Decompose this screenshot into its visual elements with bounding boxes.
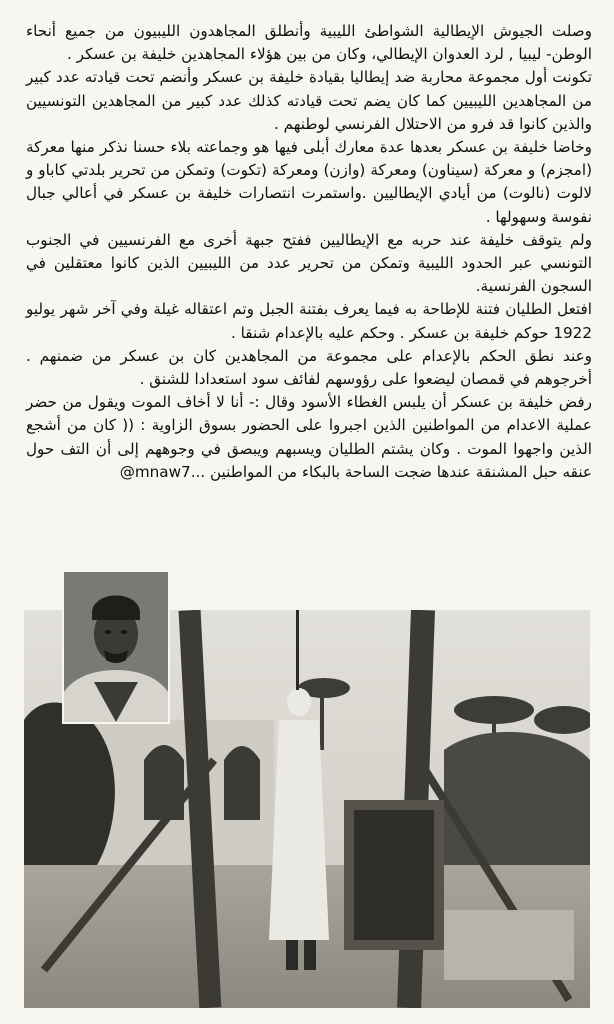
paragraph-7-text: رفض خليفة بن عسكر أن يلبس الغطاء الأسود وقال :- أنا لا أخاف الموت ويقول من حضر عملية الاعدام من المواطنين الذين اجبروا على الحضور بسوق الزاوية : (( كان من أشجع الذين واجهوا الموت . وكان يشتم الطليان ويسبهم ويبصق في وجوههم إلى أن التف حول عنقه حبل المشنقة عندها ضجت الساحة بالبكاء من المواطنين ... bbox=[26, 393, 592, 481]
portrait-photo bbox=[64, 572, 168, 722]
paragraph-4: ولم يتوقف خليفة عند حربه مع الإيطاليين ففتح جبهة أخرى مع الفرنسيين في الجنوب التونسي عبر الحدود الليبية وتمكن من تحرير عدد من الليبيين الذين كانوا معتقلين في السجون الفرنسية. bbox=[26, 230, 592, 296]
paragraph-6: وعند نطق الحكم بالإعدام على مجموعة من المجاهدين كان بن عسكر من ضمنهم . أخرجوهم في قمصان ليضعوا على رؤوسهم لفائف سود استعدادا للشنق . bbox=[26, 346, 592, 389]
paragraph-7 bbox=[26, 391, 592, 484]
paragraph-1: وصلت الجيوش الإيطالية الشواطئ الليبية وأنطلق المجاهدون الليبيون من جميع أنحاء الوطن- ليبيا , لرد العدوان الإيطالي، وكان من بين هؤلاء المجاهدين خليفة بن عسكر . bbox=[26, 22, 592, 64]
paragraph-2: تكونت أول مجموعة محاربة ضد إيطاليا بقيادة خليفة بن عسكر وأنضم تحت قيادته عدد كبير من المجاهدين الليبيين كما كان يضم تحت قيادته كذلك عدد كبير من المجاهدين التونسيين والذين كانوا قد فرو من الاحتلال الفرنسي لوطنهم . bbox=[26, 68, 592, 133]
paragraph-5: افتعل الطليان فتنة للإطاحة به فيما يعرف بفتنة الجبل وتم اعتقاله غيلة وفي آخر شهر يوليو 1922 حوكم خليفة بن عسكر . وحكم عليه بالإعدام شنقا . bbox=[26, 300, 592, 342]
paragraph-3: وخاضا خليفة بن عسكر بعدها عدة معارك أبلى فيها هو وجماعته بلاء حسنا نذكر منها معركة (امجزم) و معركة (سيناون) ومعركة (وازن) ومعركة (تكوت) وتمكن من تحرير بلدتي كاباو و لالوت (نالوت) من أيادي الإيطاليين .واستمرت انتصارات خليفة بن عسكر في أعالي جبال نفوسة وسهولها . bbox=[26, 138, 592, 226]
article-text bbox=[26, 20, 592, 484]
author-handle: @mnaw7 bbox=[119, 462, 191, 481]
